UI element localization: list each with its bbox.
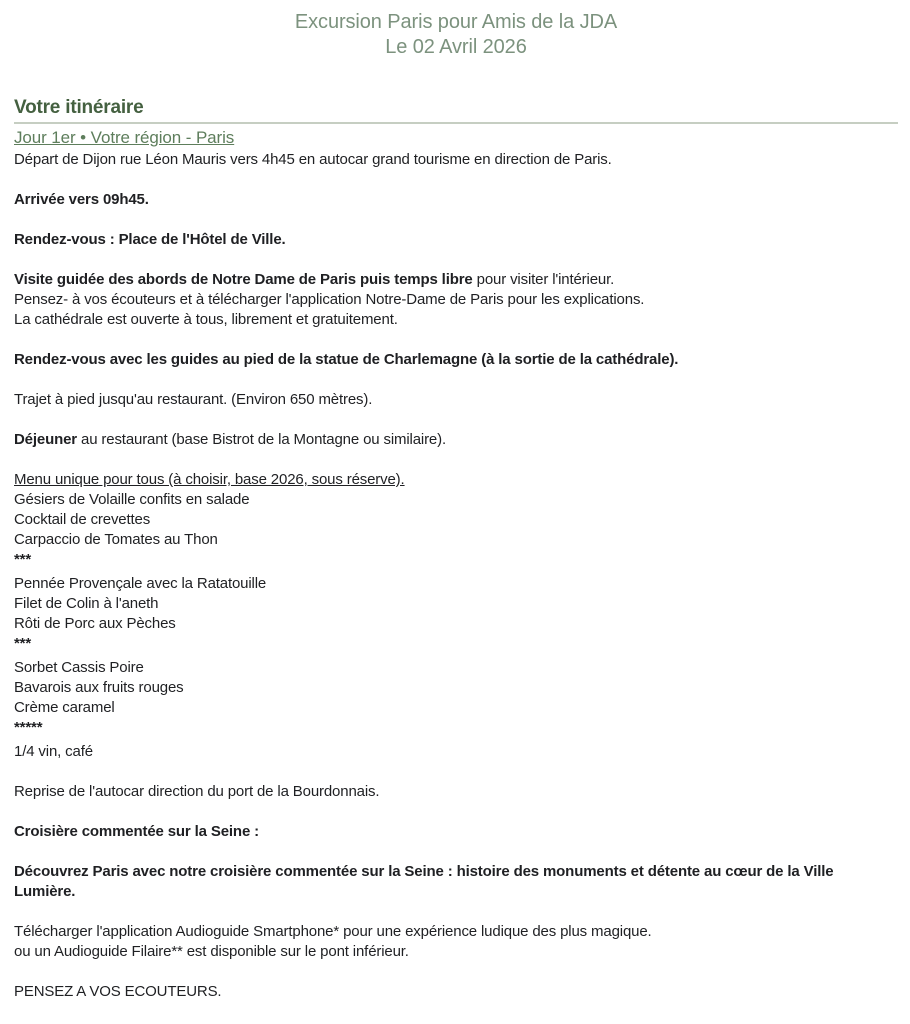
paragraph-telecharger: [14, 922, 898, 962]
menu-drinks: 1/4 vin, café: [14, 743, 93, 760]
arrivee-text: Arrivée vers 09h45.: [14, 191, 149, 208]
visite-line3-text: La cathédrale est ouverte à tous, librement et gratuitement.: [14, 311, 398, 328]
visite-line2-text: Pensez- à vos écouteurs et à télécharger l'application Notre-Dame de Paris pour les explications.: [14, 291, 645, 308]
telecharger-line1-text: Télécharger l'application Audioguide Smartphone* pour une expérience ludique des plus magique.: [14, 923, 652, 940]
paragraph-dejeuner: [14, 430, 898, 450]
menu-block: [14, 470, 898, 762]
menu-item: Rôti de Porc aux Pèches: [14, 615, 176, 632]
paragraph-rendezvous-hotel: [14, 230, 898, 250]
menu-separator: ***: [14, 635, 32, 652]
paragraph-trajet: Trajet à pied jusqu'au restaurant. (Environ 650 mètres).: [14, 391, 373, 408]
day-1-link[interactable]: Jour 1er • Votre région - Paris: [14, 128, 235, 147]
menu-title: Menu unique pour tous (à choisir, base 2026, sous réserve).: [14, 471, 405, 488]
menu-item: Cocktail de crevettes: [14, 511, 151, 528]
menu-item: Gésiers de Volaille confits en salade: [14, 491, 250, 508]
paragraph-decouvrez: [14, 862, 898, 902]
paragraph-arrivee: [14, 190, 898, 210]
paragraph-reprise: Reprise de l'autocar direction du port de la Bourdonnais.: [14, 783, 380, 800]
menu-item: Bavarois aux fruits rouges: [14, 679, 184, 696]
paragraph-pensez: PENSEZ A VOS ECOUTEURS.: [14, 983, 222, 1000]
itinerary-section-header: [14, 96, 898, 124]
dejeuner-bold-text: Déjeuner: [14, 431, 77, 448]
menu-separator: ***: [14, 551, 32, 568]
section-heading: Votre itinéraire: [14, 97, 144, 118]
menu-item: Sorbet Cassis Poire: [14, 659, 144, 676]
menu-item: Carpaccio de Tomates au Thon: [14, 531, 218, 548]
croisiere-text: Croisière commentée sur la Seine :: [14, 823, 260, 840]
document-title: [14, 10, 898, 60]
title-line-1: Excursion Paris pour Amis de la JDA: [294, 11, 618, 33]
decouvrez-text: Découvrez Paris avec notre croisière commentée sur la Seine : histoire des monuments et détente au cœur de la Ville Lumière.: [14, 863, 834, 900]
telecharger-line2-text: ou un Audioguide Filaire** est disponible sur le pont inférieur.: [14, 943, 409, 960]
paragraph-rendezvous-guides: [14, 350, 898, 370]
menu-separator: *****: [14, 719, 43, 736]
menu-item: Filet de Colin à l'aneth: [14, 595, 159, 612]
menu-drinks-group: [14, 742, 898, 762]
rendezvous-guides-text: Rendez-vous avec les guides au pied de la statue de Charlemagne (à la sortie de la cathédrale).: [14, 351, 679, 368]
visite-rest-text: pour visiter l'intérieur.: [472, 271, 615, 288]
paragraph-depart: Départ de Dijon rue Léon Mauris vers 4h45 en autocar grand tourisme en direction de Paris.: [14, 151, 612, 168]
menu-item: Pennée Provençale avec la Ratatouille: [14, 575, 267, 592]
title-line-2: Le 02 Avril 2026: [385, 36, 527, 58]
rendezvous-hotel-text: Rendez-vous : Place de l'Hôtel de Ville.: [14, 231, 286, 248]
menu-mains-group: [14, 574, 898, 654]
menu-desserts-group: [14, 658, 898, 738]
menu-item: Crème caramel: [14, 699, 115, 716]
dejeuner-rest-text: au restaurant (base Bistrot de la Montagne ou similaire).: [77, 431, 446, 448]
menu-starters-group: [14, 470, 898, 570]
paragraph-croisiere: [14, 822, 898, 842]
visite-bold-text: Visite guidée des abords de Notre Dame de Paris puis temps libre: [14, 271, 473, 288]
itinerary-body: [14, 150, 898, 1002]
paragraph-visite: [14, 270, 898, 330]
